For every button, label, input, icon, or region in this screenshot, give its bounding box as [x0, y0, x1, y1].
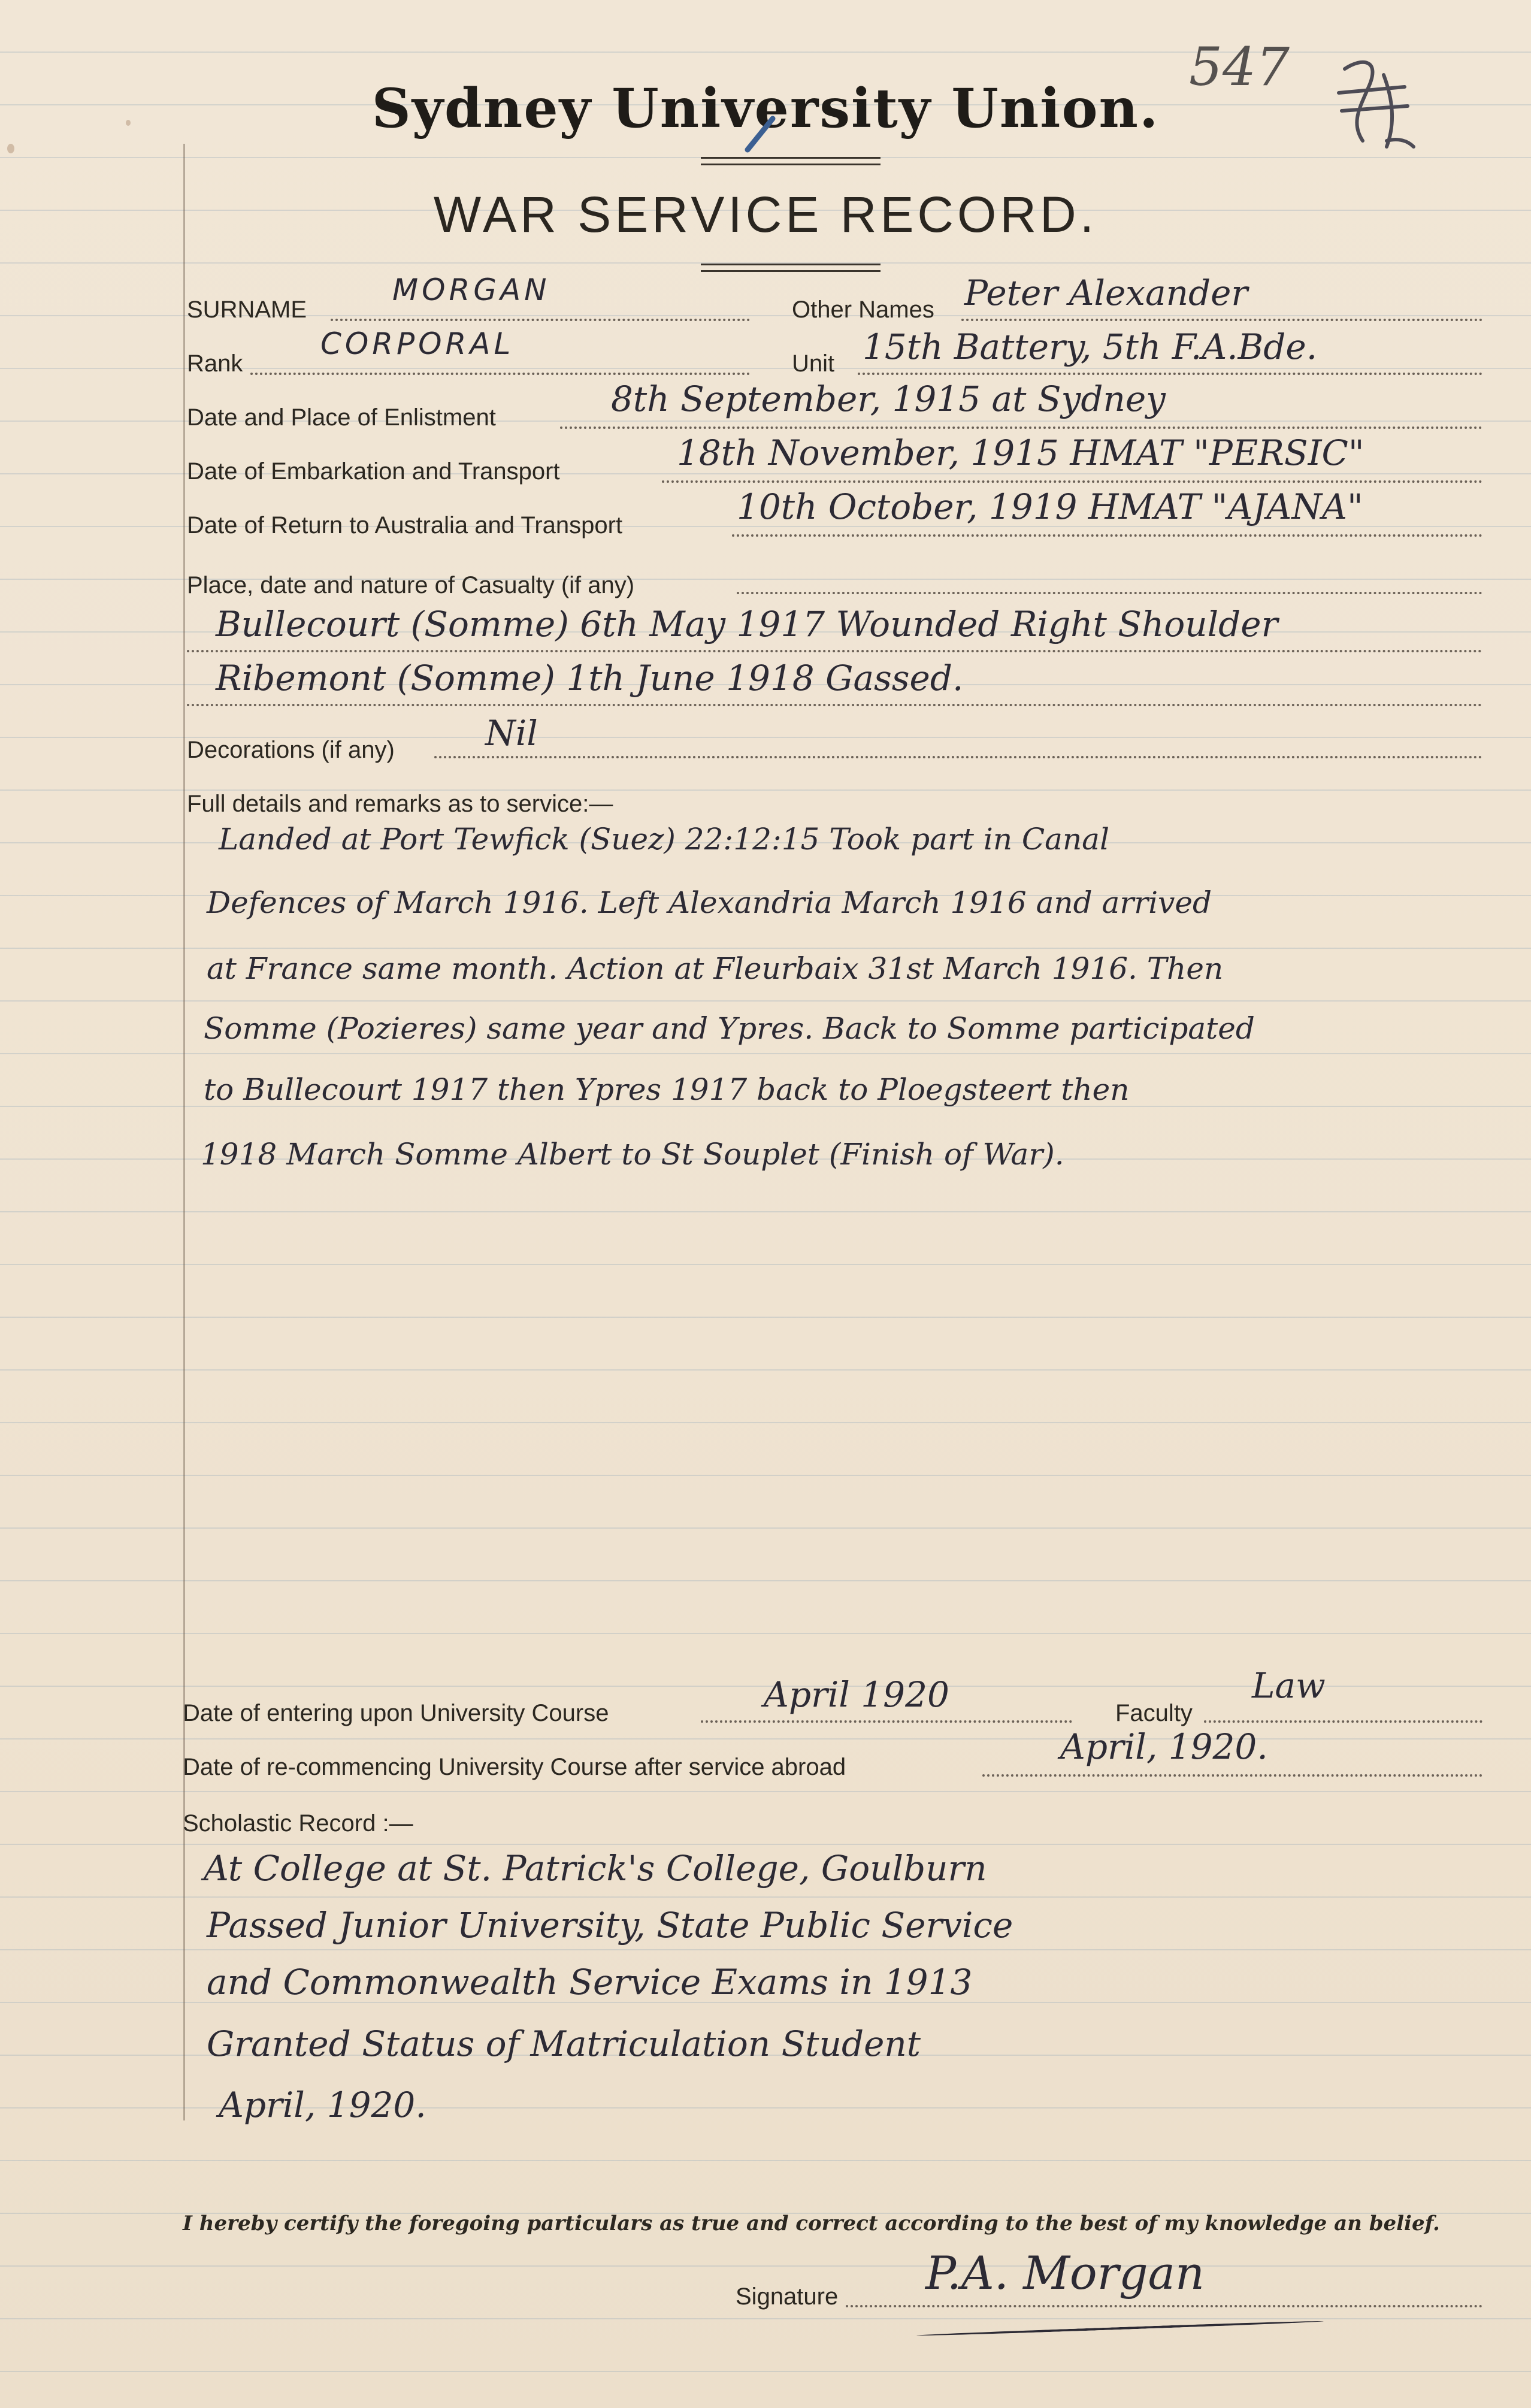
rank-value: CORPORAL	[320, 326, 515, 361]
form-title: WAR SERVICE RECORD.	[433, 186, 1098, 243]
ink-mark	[737, 114, 779, 158]
scholastic-line-5: April, 1920.	[219, 2085, 426, 2125]
org-heading-double-rule	[701, 157, 881, 165]
recommence-label: Date of re-commencing University Course after service abroad	[183, 1754, 846, 1780]
unit-dotted-line	[858, 373, 1482, 375]
remarks-line-1: Landed at Port Tewfick (Suez) 22:12:15 Took part in Canal	[219, 822, 1109, 857]
faculty-label: Faculty	[1115, 1700, 1193, 1726]
return-dotted-line	[732, 534, 1482, 537]
reference-number: 547	[1189, 36, 1290, 98]
other-names-value: Peter Alexander	[964, 273, 1248, 313]
scholastic-label: Scholastic Record :—	[183, 1810, 413, 1837]
faculty-dotted-line	[1204, 1720, 1482, 1723]
signature-value: P.A. Morgan	[925, 2246, 1205, 2300]
scholastic-line-2: Passed Junior University, State Public Service	[207, 1905, 1013, 1946]
scholastic-line-1: At College at St. Patrick's College, Goulburn	[204, 1848, 987, 1889]
casualty-line-1-dotted	[187, 650, 1482, 652]
remarks-line-3: at France same month. Action at Fleurbaix 31st March 1916. Then	[207, 951, 1224, 986]
decorations-value: Nil	[485, 713, 538, 754]
return-value: 10th October, 1919 HMAT "AJANA"	[737, 486, 1363, 527]
casualty-dotted-line	[737, 592, 1482, 594]
initials-mark	[1327, 51, 1417, 155]
decorations-label: Decorations (if any)	[187, 737, 395, 763]
enlistment-dotted-line	[560, 426, 1482, 429]
surname-dotted-line	[331, 319, 750, 321]
return-label: Date of Return to Australia and Transport	[187, 512, 623, 539]
scholastic-line-3: and Commonwealth Service Exams in 1913	[207, 1962, 973, 2002]
remarks-line-6: 1918 March Somme Albert to St Souplet (Finish of War).	[201, 1137, 1064, 1172]
paper-stain	[7, 144, 14, 153]
signature-dotted-line	[846, 2305, 1482, 2307]
unit-value: 15th Battery, 5th F.A.Bde.	[863, 326, 1318, 367]
embarkation-value: 18th November, 1915 HMAT "PERSIC"	[677, 432, 1364, 473]
certification-statement: I hereby certify the foregoing particulars as true and correct according to the best of my knowledge an belief.	[183, 2212, 1440, 2235]
remarks-label: Full details and remarks as to service:—	[187, 791, 613, 817]
casualty-line-2: Ribemont (Somme) 1th June 1918 Gassed.	[216, 658, 964, 698]
remarks-line-2: Defences of March 1916. Left Alexandria March 1916 and arrived	[207, 885, 1212, 920]
remarks-line-4: Somme (Pozieres) same year and Ypres. Back to Somme participated	[204, 1011, 1255, 1046]
enlistment-value: 8th September, 1915 at Sydney	[611, 379, 1166, 419]
ink-stroke-icon	[737, 114, 779, 156]
uni-entry-label: Date of entering upon University Course	[183, 1700, 609, 1726]
recommence-dotted-line	[982, 1774, 1482, 1777]
faculty-value: Law	[1252, 1665, 1326, 1706]
embarkation-label: Date of Embarkation and Transport	[187, 458, 560, 485]
casualty-line-2-dotted	[187, 704, 1482, 706]
initials-scribble-icon	[1327, 51, 1417, 153]
remarks-line-5: to Bullecourt 1917 then Ypres 1917 back to Ploegsteert then	[204, 1072, 1130, 1107]
rank-label: Rank	[187, 350, 243, 377]
surname-label: SURNAME	[187, 297, 307, 323]
enlistment-label: Date and Place of Enlistment	[187, 404, 496, 431]
recommence-value: April, 1920.	[1060, 1726, 1268, 1767]
signature-flourish	[916, 2320, 1324, 2337]
casualty-line-1: Bullecourt (Somme) 6th May 1917 Wounded Right Shoulder	[216, 604, 1278, 645]
form-title-double-rule	[701, 264, 881, 272]
surname-value: MORGAN	[392, 273, 550, 307]
org-heading: Sydney University Union.	[371, 77, 1160, 140]
embarkation-dotted-line	[662, 480, 1482, 483]
scholastic-line-4: Granted Status of Matriculation Student	[207, 2023, 921, 2064]
unit-label: Unit	[792, 350, 835, 377]
rank-dotted-line	[250, 373, 750, 375]
other-names-dotted-line	[961, 319, 1482, 321]
other-names-label: Other Names	[792, 297, 934, 323]
uni-entry-dotted-line	[701, 1720, 1072, 1723]
decorations-dotted-line	[434, 756, 1482, 758]
casualty-label: Place, date and nature of Casualty (if any)	[187, 572, 635, 598]
uni-entry-value: April 1920	[764, 1674, 949, 1715]
signature-label: Signature	[736, 2283, 839, 2310]
